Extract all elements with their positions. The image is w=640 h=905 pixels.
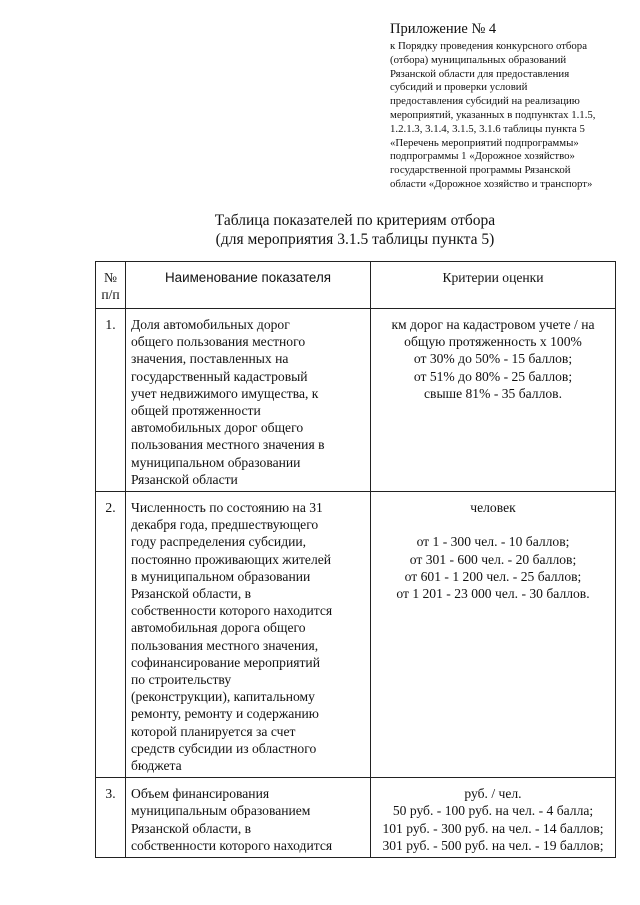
header-indicator-name: Наименование показателя — [126, 262, 371, 309]
indicator-line: в муниципальном образовании — [131, 568, 311, 584]
criteria-line: от 601 - 1 200 чел. - 25 баллов; — [404, 568, 582, 584]
indicator-line: софинансирование мероприятий — [131, 654, 320, 670]
appendix-title: Приложение № 4 — [390, 21, 497, 37]
indicator-line: муниципальным образованием — [131, 803, 311, 819]
indicator-line: автомобильных дорог общего — [131, 420, 304, 436]
appendix-line: мероприятий, указанных в подпунктах 1.1.5, — [390, 108, 596, 121]
criteria-unit: человек — [470, 500, 516, 516]
indicator-line: Рязанской области, в — [131, 820, 252, 836]
appendix-line: предоставления субсидий на реализацию — [390, 95, 580, 108]
row-criteria — [371, 309, 616, 492]
indicator-line: Рязанской области, в — [131, 586, 252, 602]
criteria-line: 50 руб. - 100 руб. на чел. - 4 балла; — [392, 803, 594, 819]
indicator-line: году распределения субсидии, — [131, 534, 307, 550]
indicator-line: значения, поставленных на — [131, 351, 289, 367]
criteria-line: от 301 - 600 чел. - 20 баллов; — [409, 551, 577, 567]
header-number-abbr: п/п — [101, 287, 120, 303]
appendix-line: 1.2.1.3, 3.1.4, 3.1.5, 3.1.6 таблицы пункта 5 — [390, 122, 585, 135]
indicator-line: Доля автомобильных дорог — [131, 317, 290, 332]
row-number: 3. — [96, 778, 126, 858]
appendix-body — [390, 40, 635, 192]
row-number: 1. — [96, 309, 126, 492]
indicator-line: муниципальном образовании — [131, 454, 301, 470]
header-criteria: Критерии оценки — [371, 262, 616, 309]
indicator-line: собственности которого находится — [131, 603, 333, 619]
indicator-line: постоянно проживающих жителей — [131, 551, 332, 567]
row-criteria — [371, 492, 616, 778]
header-number-sign: № — [104, 270, 117, 285]
row-indicator-name — [126, 309, 371, 492]
table-row — [96, 778, 616, 858]
indicator-line: Объем финансирования — [131, 786, 270, 802]
table-row — [96, 309, 616, 492]
criteria-line: 101 руб. - 300 руб. на чел. - 14 баллов; — [382, 820, 604, 836]
indicator-line: Рязанской области — [131, 471, 238, 487]
row-indicator-name — [126, 778, 371, 858]
indicator-line: средств субсидии из областного — [131, 740, 317, 756]
table-title-line-1: Таблица показателей по критериям отбора — [214, 212, 496, 229]
row-criteria — [371, 778, 616, 858]
criteria-line: от 51% до 80% - 25 баллов; — [413, 368, 573, 384]
row-number: 2. — [96, 492, 126, 778]
table-header-row — [96, 262, 616, 309]
indicator-line: учет недвижимого имущества, к — [131, 385, 319, 401]
criteria-line: 301 руб. - 500 руб. на чел. - 19 баллов; — [382, 837, 604, 853]
indicator-line: декабря года, предшествующего — [131, 517, 319, 533]
criteria-line: км дорог на кадастровом учете / на — [391, 317, 595, 332]
indicator-line: общей протяженности — [131, 403, 261, 419]
indicator-line: (реконструкции), капитальному — [131, 689, 315, 705]
indicator-line: пользования местного значения в — [131, 437, 325, 453]
appendix-line: субсидий и проверки условий — [390, 81, 528, 94]
table-title-line-2: (для мероприятия 3.1.5 таблицы пункта 5) — [215, 231, 495, 248]
indicator-line: автомобильная дорога общего — [131, 620, 306, 636]
appendix-line: подпрограммы 1 «Дорожное хозяйство» — [390, 150, 575, 163]
criteria-line: от 1 - 300 чел. - 10 баллов; — [416, 534, 570, 550]
indicator-line: пользования местного значения, — [131, 637, 319, 653]
indicator-line: общего пользования местного — [131, 334, 306, 350]
appendix-line: государственной программы Рязанской — [390, 164, 571, 177]
criteria-line: общую протяженность х 100% — [404, 334, 582, 350]
table-title — [95, 211, 615, 249]
table-row — [96, 492, 616, 778]
appendix-line: Рязанской области для предоставления — [390, 67, 570, 80]
appendix-line: к Порядку проведения конкурсного отбора — [390, 40, 588, 52]
appendix-header — [390, 20, 635, 192]
criteria-line: свыше 81% - 35 баллов. — [424, 385, 562, 401]
appendix-line: «Перечень мероприятий подпрограммы» — [390, 136, 579, 149]
indicator-line: государственный кадастровый — [131, 368, 308, 384]
indicator-line: Численность по состоянию на 31 — [131, 500, 323, 516]
indicator-line: по строительству — [131, 672, 232, 688]
row-indicator-name — [126, 492, 371, 778]
indicator-line: бюджета — [131, 758, 182, 774]
header-number — [96, 262, 126, 309]
appendix-line: (отбора) муниципальных образований — [390, 53, 567, 66]
indicator-line: которой планируется за счет — [131, 723, 296, 739]
criteria-line: руб. / чел. — [464, 786, 522, 802]
appendix-line: области «Дорожное хозяйство и транспорт» — [390, 177, 593, 190]
criteria-spacer — [374, 516, 612, 533]
criteria-table — [95, 261, 616, 858]
indicator-line: ремонту, ремонту и содержанию — [131, 706, 319, 722]
criteria-line: от 1 201 - 23 000 чел. - 30 баллов. — [396, 586, 590, 602]
criteria-line: от 30% до 50% - 15 баллов; — [413, 351, 573, 367]
indicator-line: собственности которого находится — [131, 837, 333, 853]
